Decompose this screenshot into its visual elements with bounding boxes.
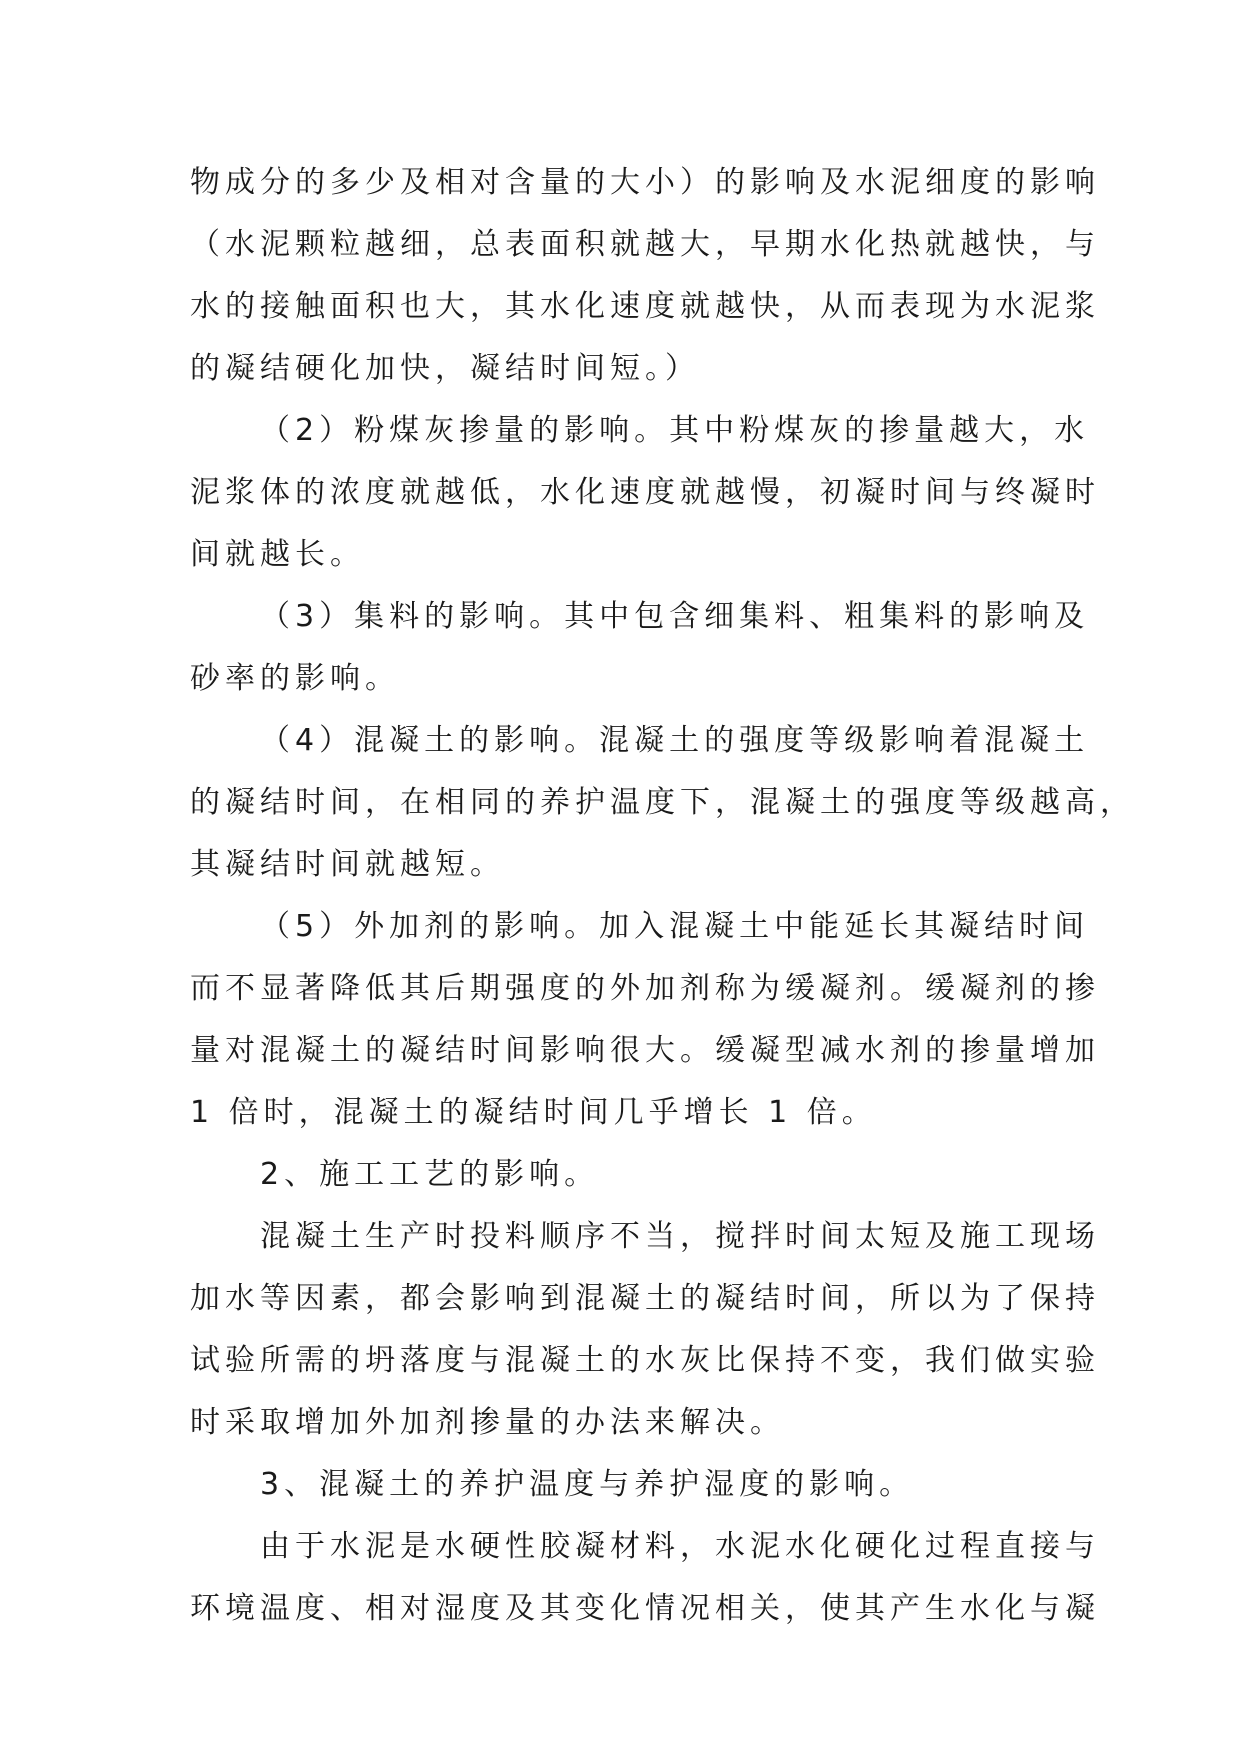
text-line: 加水等因素，都会影响到混凝土的凝结时间，所以为了保持 [190, 1281, 1100, 1316]
text-line: 3、混凝土的养护温度与养护湿度的影响。 [260, 1467, 915, 1502]
paragraph-construction [190, 1206, 1100, 1454]
section-heading-curing [190, 1454, 1050, 1516]
text-line: 而不显著降低其后期强度的外加剂称为缓凝剂。缓凝剂的掺 [190, 971, 1100, 1006]
section-heading-construction [190, 1144, 1050, 1206]
text-line: （水泥颗粒越细，总表面积就越大，早期水化热就越快，与 [190, 227, 1100, 262]
text-line: 试验所需的坍落度与混凝土的水灰比保持不变，我们做实验 [190, 1343, 1100, 1378]
text-line: 由于水泥是水硬性胶凝材料，水泥水化硬化过程直接与 [260, 1529, 1100, 1564]
text-line: 的凝结硬化加快，凝结时间短。） [190, 351, 700, 386]
text-line: 物成分的多少及相对含量的大小）的影响及水泥细度的影响 [190, 165, 1100, 200]
text-line: 间就越长。 [190, 537, 365, 572]
text-line: 泥浆体的浓度就越低，水化速度就越慢，初凝时间与终凝时 [190, 475, 1100, 510]
paragraph-aggregate [190, 586, 1090, 710]
text-line: （2）粉煤灰掺量的影响。其中粉煤灰的掺量越大，水 [260, 413, 1090, 448]
text-line: （5）外加剂的影响。加入混凝土中能延长其凝结时间 [260, 909, 1090, 944]
text-line: 混凝土生产时投料顺序不当，搅拌时间太短及施工现场 [260, 1219, 1100, 1254]
document-body [190, 152, 1135, 1640]
paragraph-curing [190, 1516, 1100, 1640]
text-line: 2、施工工艺的影响。 [260, 1157, 600, 1192]
text-line: 1 倍时，混凝土的凝结时间几乎增长 1 倍。 [190, 1095, 877, 1130]
text-line: 的凝结时间，在相同的养护温度下，混凝土的强度等级越高， [190, 785, 1135, 820]
text-line: 水的接触面积也大，其水化速度就越快，从而表现为水泥浆 [190, 289, 1100, 324]
text-line: 时采取增加外加剂掺量的办法来解决。 [190, 1405, 785, 1440]
paragraph-fly-ash [190, 400, 1100, 586]
text-line: 其凝结时间就越短。 [190, 847, 505, 882]
text-line: （4）混凝土的影响。混凝土的强度等级影响着混凝土 [260, 723, 1090, 758]
text-line: 量对混凝土的凝结时间影响很大。缓凝型减水剂的掺量增加 [190, 1033, 1100, 1068]
paragraph-continued [190, 152, 1100, 400]
text-line: （3）集料的影响。其中包含细集料、粗集料的影响及 [260, 599, 1090, 634]
text-line: 环境温度、相对湿度及其变化情况相关，使其产生水化与凝 [190, 1591, 1100, 1626]
paragraph-concrete [190, 710, 1135, 896]
paragraph-admixture [190, 896, 1100, 1144]
text-line: 砂率的影响。 [190, 661, 400, 696]
